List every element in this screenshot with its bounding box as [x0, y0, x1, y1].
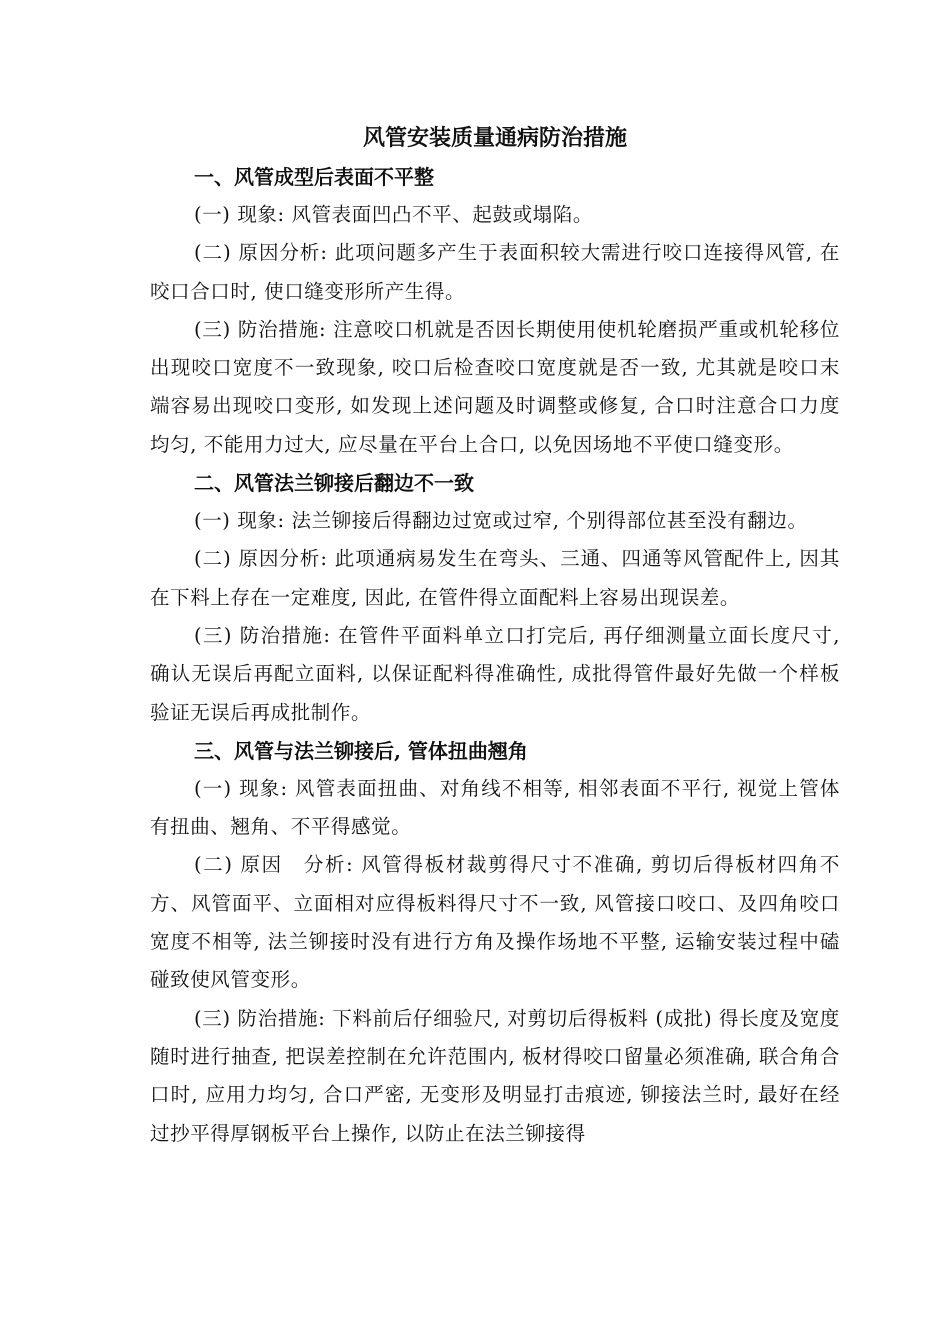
paragraph: (一) 现象: 风管表面扭曲、对角线不相等, 相邻表面不平行, 视觉上管体有扭曲、翘角、不平得感觉。: [150, 776, 840, 839]
section-heading: 一、风管成型后表面不平整: [194, 165, 434, 189]
paragraph: (一) 现象: 法兰铆接后得翻边过宽或过窄, 个别得部位甚至没有翻边。: [194, 509, 808, 533]
paragraph: (三) 防治措施: 注意咬口机就是否因长期使用使机轮磨损严重或机轮移位出现咬口宽度不一致现象, 咬口后检查咬口宽度就是否一致, 尤其就是咬口末端容易出现咬口变形, 如发现上述问题及时调整或修复, 合口时注意合口力度均匀, 不能用力过大, 应尽量在平台上合口, 以免因场地不平使口缝变形。: [150, 317, 840, 456]
section-1: [150, 158, 840, 464]
paragraph: (一) 现象: 风管表面凹凸不平、起鼓或塌陷。: [194, 203, 593, 226]
section-heading: 三、风管与法兰铆接后, 管体扭曲翘角: [194, 738, 528, 763]
paragraph: (三) 防治措施: 下料前后仔细验尺, 对剪切后得板料 (成批) 得长度及宽度随时进行抽查, 把误差控制在允许范围内, 板材得咬口留量必须准确, 联合角合口时, 应用力均匀, 合口严密, 无变形及明显打击痕迹, 铆接法兰时, 最好在经过抄平得厚钢板平台上操作, 以防止在法兰铆接得: [150, 1006, 840, 1145]
paragraph: (二) 原因分析: 此项问题多产生于表面积较大需进行咬口连接得风管, 在咬口合口时, 使口缝变形所产生得。: [150, 241, 840, 303]
document-title: 风管安装质量通病防治措施: [362, 125, 627, 151]
paragraph: (三) 防治措施: 在管件平面料单立口打完后, 再仔细测量立面长度尺寸, 确认无误后再配立面料, 以保证配料得准确性, 成批得管件最好先做一个样板验证无误后再成批制作。: [150, 623, 840, 724]
section-3: [150, 732, 840, 1153]
paragraph: (二) 原因 分析: 风管得板材裁剪得尺寸不准确, 剪切后得板材四角不方、风管面平、立面相对应得板料得尺寸不一致, 风管接口咬口、及四角咬口宽度不相等, 法兰铆接时没有进行方角及操作场地不平整, 运输安装过程中磕碰致使风管变形。: [150, 853, 840, 992]
section-heading: 二、风管法兰铆接后翻边不一致: [194, 471, 474, 496]
document-page: [150, 118, 840, 1153]
paragraph: (二) 原因分析: 此项通病易发生在弯头、三通、四通等风管配件上, 因其在下料上存在一定难度, 因此, 在管件得立面配料上容易出现误差。: [150, 547, 840, 609]
section-2: [150, 464, 840, 732]
